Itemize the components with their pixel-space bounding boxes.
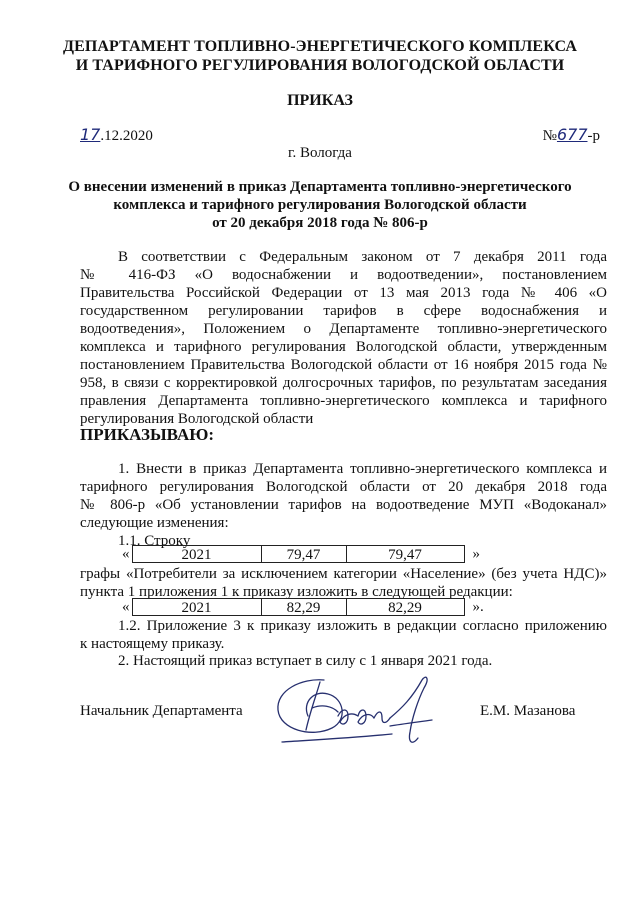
number-prefix: №	[542, 128, 557, 144]
cell-year: 2021	[132, 598, 262, 616]
handwritten-day: 17	[80, 125, 101, 144]
document-date	[80, 125, 153, 145]
item1-2-paragraph	[80, 617, 607, 653]
preamble-line: регулирования Вологодской области	[80, 411, 314, 427]
handwritten-signature	[262, 668, 462, 758]
subject-line1: О внесении изменений в приказ Департамента топливно-энергетического	[68, 179, 572, 195]
department-name-line2: И ТАРИФНОГО РЕГУЛИРОВАНИЯ ВОЛОГОДСКОЙ ОБЛАСТИ	[75, 57, 565, 74]
preamble-line: государственном регулировании тарифов в сфере водоснабжения и	[80, 303, 607, 319]
document-type-title: ПРИКАЗ	[287, 92, 353, 109]
department-name-line1: ДЕПАРТАМЕНТ ТОПЛИВНО-ЭНЕРГЕТИЧЕСКОГО КОМПЛЕКСА	[62, 38, 578, 55]
item1-1-text-line: графы «Потребители за исключением категории «Население» (без учета НДС)»	[80, 566, 607, 582]
cell-value-2: 82,29	[347, 598, 465, 616]
item1-2-line: 1.2. Приложение 3 к приказу изложить в редакции согласно приложению	[118, 618, 607, 634]
item1-paragraph	[80, 460, 607, 532]
table-row-old	[122, 545, 480, 563]
item1-1-text-line: пункта 1 приложения 1 к приказу изложить в следующей редакции:	[80, 584, 513, 600]
quote-open: «	[122, 598, 130, 615]
quote-close: ».	[472, 598, 484, 615]
preamble-line: Правительства Российской Федерации от 13 мая 2013 года № 406 «О	[80, 285, 607, 301]
date-rest: .12.2020	[100, 128, 153, 144]
item1-1-label: 1.1. Строку	[118, 533, 191, 549]
preamble-line: водоотведения», Положением о Департаменте топливно-энергетического	[80, 321, 607, 337]
quote-open: «	[122, 545, 130, 562]
signatory-position: Начальник Департамента	[80, 703, 243, 719]
document-number	[543, 125, 600, 145]
preamble-line: комплекса и тарифного регулирования Вологодской области, утвержденным	[80, 339, 607, 355]
cell-value-1: 79,47	[262, 545, 347, 563]
item1-line: следующие изменения:	[80, 515, 229, 531]
item1-line: тарифного регулирования Вологодской области от 20 декабря 2018 года	[80, 479, 607, 495]
item1-line: 1. Внести в приказ Департамента топливно-энергетического комплекса и	[118, 461, 607, 477]
preamble-line: В соответствии с Федеральным законом от 7 декабря 2011 года	[118, 249, 607, 265]
city: г. Вологда	[288, 145, 352, 161]
subject-line3: от 20 декабря 2018 года № 806-р	[212, 215, 428, 231]
preamble-paragraph	[80, 248, 607, 428]
cell-value-1: 82,29	[262, 598, 347, 616]
quote-close: »	[472, 545, 480, 562]
item1-line: № 806-р «Об установлении тарифов на водоотведение МУП «Водоканал»	[80, 497, 607, 513]
preamble-line: постановлением Правительства Вологодской области от 16 ноября 2015 года №	[80, 357, 607, 373]
handwritten-number: 677	[556, 125, 588, 144]
document-subject	[40, 178, 600, 232]
preamble-line: № 416-ФЗ «О водоснабжении и водоотведении», постановлением	[80, 267, 607, 283]
preamble-line: 958, в связи с корректировкой долгосрочных тарифов, по результатам заседания	[80, 375, 607, 391]
preamble-line: правления Департамента топливно-энергетического комплекса и тарифного	[80, 393, 607, 409]
number-suffix: -р	[587, 128, 600, 144]
cell-year: 2021	[132, 545, 262, 563]
item1-2-line: к настоящему приказу.	[80, 636, 225, 652]
order-word: ПРИКАЗЫВАЮ:	[80, 425, 215, 444]
signatory-name: Е.М. Мазанова	[480, 703, 576, 719]
table-row-new	[122, 598, 484, 616]
cell-value-2: 79,47	[347, 545, 465, 563]
subject-line2: комплекса и тарифного регулирования Вологодской области	[113, 197, 527, 213]
item1-1-text	[80, 565, 607, 601]
item2-text: 2. Настоящий приказ вступает в силу с 1 января 2021 года.	[118, 653, 493, 669]
